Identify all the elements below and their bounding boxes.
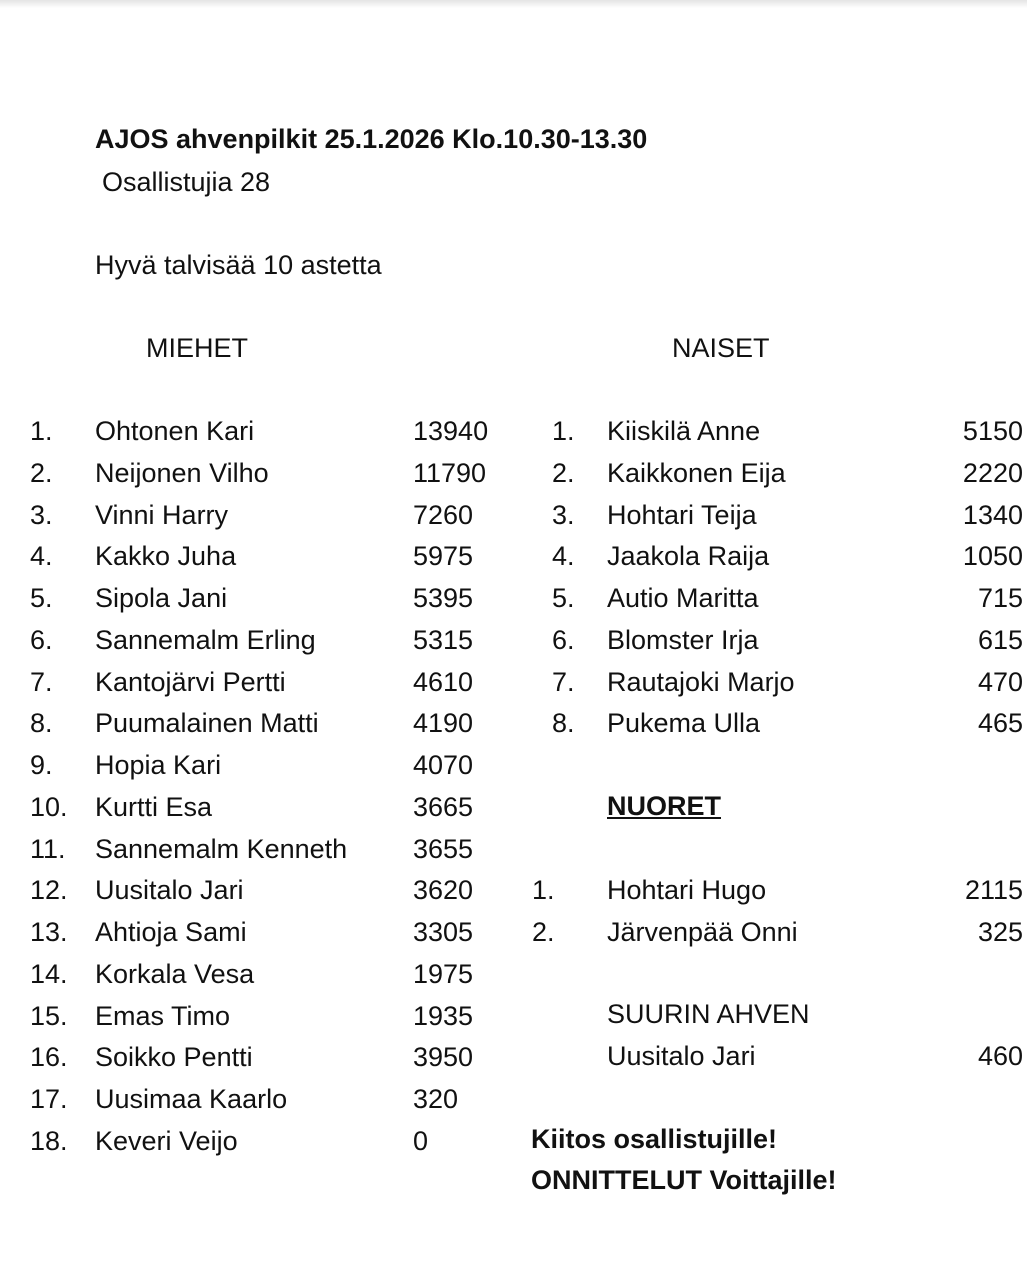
row-rank: 2. [552,457,575,488]
row-score: 4190 [413,708,474,739]
row-name: Uusimaa Kaarlo [95,1084,288,1114]
table-row [0,749,520,781]
row-score: 13940 [413,416,489,446]
top-edge-shadow [0,0,1027,8]
row-rank: 3. [30,499,53,530]
table-row [0,1083,520,1115]
row-name: Puumalainen Matti [95,708,319,739]
row-rank: 10. [30,791,68,822]
table-row [520,415,1027,447]
row-rank: 2. [30,457,53,488]
row-name: Kurtti Esa [95,791,213,822]
row-score: 0 [413,1125,429,1156]
row-name: Keveri Veijo [95,1125,238,1156]
row-rank: 4. [30,541,53,572]
row-score: 2220 [962,457,1023,488]
row-rank: 1. [30,416,53,446]
row-score: 7260 [413,499,474,530]
women-header: NAISET [672,333,770,363]
row-rank: 7. [30,666,53,697]
row-name: Järvenpää Onni [607,916,798,947]
row-name: Ohtonen Kari [95,416,255,446]
row-name: Korkala Vesa [95,958,255,989]
row-score: 5150 [962,416,1023,446]
table-row [0,791,520,823]
row-name: Kakko Juha [95,541,237,572]
row-score: 1935 [413,1000,474,1031]
row-rank: 8. [552,708,575,739]
table-row [0,833,520,865]
table-row [0,958,520,990]
row-score: 4070 [413,750,474,780]
row-name: Jaakola Raija [607,541,770,572]
row-rank: 7. [552,666,575,697]
row-score: 1340 [962,499,1023,530]
table-row [0,540,520,572]
row-score: 5315 [413,624,474,655]
row-rank: 1. [532,875,555,905]
row-rank: 6. [552,624,575,655]
row-rank: 18. [30,1125,68,1156]
table-row [0,582,520,614]
row-rank: 3. [552,499,575,530]
row-rank: 12. [30,875,68,906]
congrats-note: ONNITTELUT Voittajille! [531,1165,837,1195]
table-row [520,540,1027,572]
row-name: Kantojärvi Pertti [95,666,286,697]
row-score: 3620 [413,875,474,906]
row-rank: 9. [30,750,53,780]
row-name: Kaikkonen Eija [607,457,786,488]
row-name: Kiiskilä Anne [607,416,761,446]
row-score: 3665 [413,791,474,822]
participant-count: Osallistujia 28 [102,167,271,197]
table-row [0,499,520,531]
table-row [0,874,520,906]
row-rank: 16. [30,1042,68,1073]
weather-note: Hyvä talvisää 10 astetta [95,250,382,280]
table-row [520,874,1027,906]
table-row [0,624,520,656]
row-rank: 13. [30,917,68,947]
row-score: 5395 [413,583,474,613]
row-rank: 5. [30,583,53,613]
row-score: 320 [413,1084,459,1114]
row-rank: 2. [532,916,555,947]
row-score: 3305 [413,917,474,947]
youth-header: NUORET [607,791,721,821]
row-score: 325 [977,916,1023,947]
row-rank: 14. [30,958,68,989]
biggest-perch-header: SUURIN AHVEN [607,999,810,1029]
row-name: Rautajoki Marjo [607,666,795,697]
row-name: Sannemalm Erling [95,624,316,655]
row-name: Ahtioja Sami [95,917,247,947]
table-row [520,499,1027,531]
row-score: 465 [977,708,1023,739]
row-rank: 6. [30,624,53,655]
row-score: 3655 [413,833,474,864]
row-rank: 11. [30,833,66,864]
row-score: 5975 [413,541,474,572]
row-score: 11790 [413,457,487,488]
row-name: Soikko Pentti [95,1042,253,1073]
row-rank: 1. [552,416,575,446]
row-score: 1050 [962,541,1023,572]
row-name: Hopia Kari [95,750,222,780]
row-rank: 15. [30,1000,68,1031]
table-row [0,1041,520,1073]
row-score: 4610 [413,666,474,697]
table-row [0,1125,520,1157]
table-row [520,707,1027,739]
table-row [520,457,1027,489]
row-name: Autio Maritta [607,583,759,613]
table-row [0,916,520,948]
table-row [520,666,1027,698]
row-name: Emas Timo [95,1000,231,1031]
row-score: 2115 [964,875,1023,905]
table-row [520,624,1027,656]
biggest-perch-score: 460 [977,1041,1023,1071]
thanks-note: Kiitos osallistujille! [531,1124,778,1154]
row-name: Blomster Irja [607,624,759,655]
table-row [0,1000,520,1032]
row-name: Pukema Ulla [607,708,761,739]
row-rank: 5. [552,583,575,613]
row-score: 615 [977,624,1023,655]
row-name: Neijonen Vilho [95,457,269,488]
row-rank: 17. [30,1084,68,1114]
row-name: Vinni Harry [95,499,229,530]
table-row [0,415,520,447]
row-name: Hohtari Hugo [607,875,767,905]
row-rank: 4. [552,541,575,572]
table-row [520,916,1027,948]
table-row [520,582,1027,614]
row-rank: 8. [30,708,53,739]
row-score: 470 [977,666,1023,697]
row-name: Uusitalo Jari [95,875,244,906]
row-name: Sannemalm Kenneth [95,833,348,864]
men-header: MIEHET [146,333,249,363]
row-score: 1975 [413,958,474,989]
table-row [0,666,520,698]
biggest-perch-name: Uusitalo Jari [607,1041,756,1071]
table-row [0,707,520,739]
row-name: Sipola Jani [95,583,228,613]
document-title: AJOS ahvenpilkit 25.1.2026 Klo.10.30-13.30 [95,124,648,154]
row-score: 715 [977,583,1023,613]
row-score: 3950 [413,1042,474,1073]
table-row [0,457,520,489]
row-name: Hohtari Teija [607,499,757,530]
